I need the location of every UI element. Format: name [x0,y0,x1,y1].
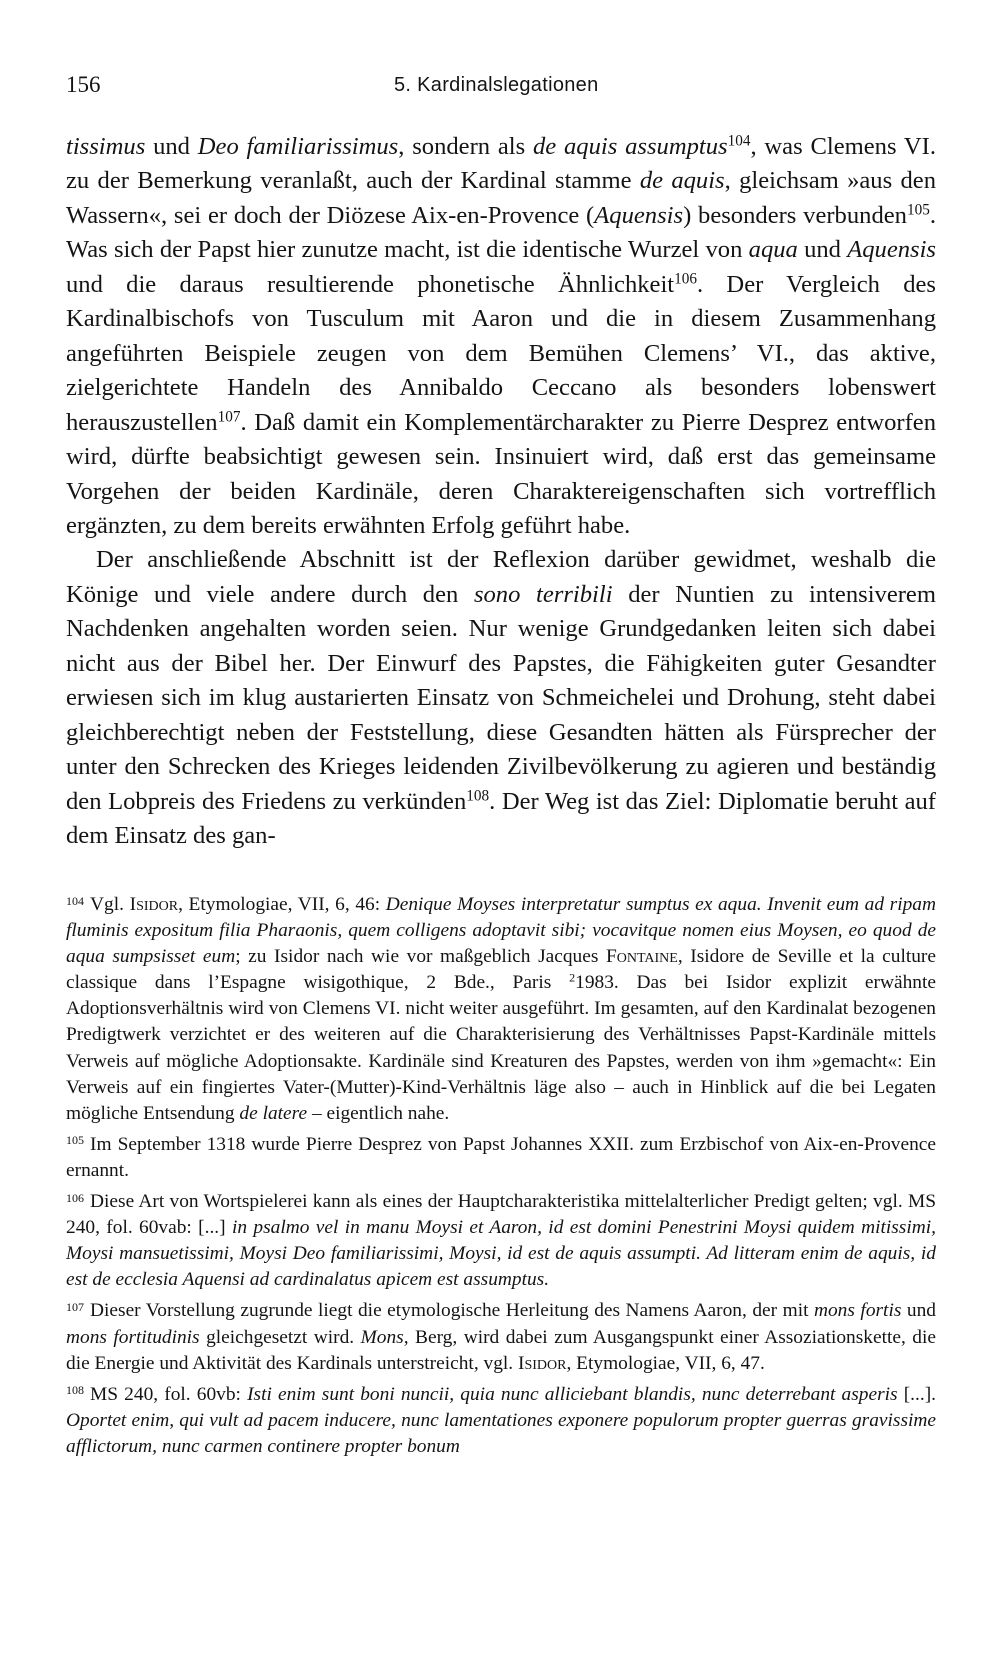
text-run: , sondern als [398,133,533,160]
text-run: und die daraus resultierende phonetische Ähnlichkeit [66,270,675,298]
text-run: , Etymologiae, VII, 6, 46: [178,894,386,915]
latin-term: Aquensis [594,201,684,229]
latin-term: mons fortis [813,1300,902,1322]
text-run: Der anschließende Abschnitt ist der Reflexion darüber gewidmet, weshalb die Könige und viele andere durch den [66,546,936,608]
main-text [66,130,936,854]
footnote-ref[interactable]: 107 [217,408,241,426]
footnote-108 [66,1382,936,1460]
text-run: ) besonders verbunden [683,201,907,229]
author-name: Isidor [129,894,179,915]
text-run: Dieser Vorstellung zugrunde liegt die etymologische Herleitung des Namens Aaron, der mit [90,1300,814,1322]
text-run: ; zu Isidor nach wie vor maßgeblich Jacques [235,946,606,968]
footnote-ref[interactable]: 106 [674,270,697,288]
text-run: , Etymologiae, VII, 6, 47. [566,1352,765,1374]
text-run: , gleichsam »aus den Wassern«, sei er doch der Diözese Aix-en-Provence ( [66,167,936,229]
text-run: . Der Weg ist das Ziel: Diplomatie beruht auf dem Einsatz des gan- [66,787,936,850]
footnote-number: 104 [66,893,85,908]
footnote-number: 108 [66,1383,85,1398]
footnote-ref[interactable]: 108 [466,787,490,805]
text-run: und [797,236,848,264]
footnote-105 [66,1132,936,1184]
text-run: gleichgesetzt wird. [199,1326,361,1348]
edition-number: 2 [569,970,576,985]
footnote-104 [66,892,936,1127]
text-run: MS 240, fol. 60vb: [90,1383,248,1405]
page-number: 156 [66,72,101,97]
text-run: und [145,133,198,160]
footnotes [66,892,936,1465]
footnote-ref[interactable]: 104 [727,132,751,150]
latin-term: Deo familiarissimus [197,133,399,160]
text-run: Diese Art von Wortspielerei kann als eines der Hauptcharakteristika mittelalterlicher Predigt gelten; vgl. MS 240, fol. 60vab: [...] [66,1191,936,1239]
author-name: Fontaine [605,946,678,968]
text-run: . Der Vergleich des Kardinalbischofs von Tusculum mit Aaron und die in diesem Zusammenhang angeführten Beispiele zeugen von dem Bemühen Clemens’ VI., das aktive, zielgerichtete Handeln des Annibaldo Ceccano als besonders lobenswert herauszustellen [66,270,936,436]
latin-quote: Denique Moyses interpretatur sumptus ex aqua. Invenit eum ad ripam fluminis expositum filia Pharaonis, quem colligens adoptavit sibi; vocavitque nomen eius Moysen, eo quod de aqua sumpsisset eum [66,894,936,968]
footnote-number: 105 [66,1133,85,1148]
text-run: Vgl. [90,894,130,915]
latin-quote: Oportet enim, qui vult ad pacem inducere, nunc lamentationes exponere populorum propter guerras gravissime afflictorum, nunc carmen continere propter bonum [66,1409,936,1457]
footnote-107 [66,1298,936,1376]
latin-term: aqua [748,236,798,264]
text-run: [...]. [897,1383,936,1405]
text-run: , Isidore de Seville et la culture classique dans l’Espagne wisigothique, 2 Bde., Paris [66,946,936,994]
running-head [66,72,936,112]
latin-term: mons fortitudinis [66,1326,200,1348]
footnote-number: 107 [66,1300,85,1314]
author-name: Isidor [518,1352,567,1374]
latin-quote: in psalmo vel in manu Moysi et Aaron, id est domini Penestrini Moysi quidem mitissimi, Moysi mansuetissimi, Moysi Deo familiarissimi, Moysi, id est de aquis assumpti. Ad litteram enim de aquis, id est de ecclesia Aquensi ad cardinalatus apicem est assumptus. [66,1217,936,1291]
latin-term: de latere [239,1102,308,1124]
latin-term: sono terribili [473,580,613,608]
text-run: , Berg, wird dabei zum Ausgangspunkt einer Assoziationskette, die die Energie und Aktivität des Kardinals unterstreicht, vgl. [66,1326,936,1374]
latin-term: Aquensis [847,236,937,264]
latin-term: tissimus [66,133,146,160]
text-run: 1983. Das bei Isidor explizit erwähnte Adoptionsverhältnis wird von Clemens VI. nicht weiter ausgeführt. Im gesamten, auf den Kardinalat bezogenen Predigtwerk verzichtet er des weiteren auf die Charakterisierung des Verhältnisses Papst-Kardinäle mittels Verweis auf mögliche Adoptionsakte. Kardinäle sind Kreaturen des Papstes, werden von ihm »gemacht«: Ein Verweis auf ein fingiertes Vater-(Mutter)-Kind-Verhältnis läge also – auch in Hinblick auf die bei Legaten mögliche Entsendung [66,972,936,1124]
latin-term: Mons [360,1326,404,1348]
chapter-title: 5. Kardinalslegationen [394,74,599,96]
paragraph [66,130,936,543]
footnote-106 [66,1189,936,1293]
text-run: und [901,1300,936,1322]
latin-quote: Isti enim sunt boni nuncii, quia nunc alliciebant blandis, nunc deterrebant asperis [247,1383,898,1405]
footnote-number: 106 [66,1190,85,1205]
text-run: der Nuntien zu intensiverem Nachdenken angehalten worden seien. Nur wenige Grundgedanken leiten sich dabei nicht aus der Bibel her. Der Einwurf des Papstes, die Fähigkeiten guter Gesandter erwiesen sich im klug austarierten Einsatz von Schmeichelei und Drohung, steht dabei gleichberechtigt neben der Feststellung, diese Gesandten hätten als Fürsprecher der unter den Schrecken des Krieges leidenden Zivilbevölkerung zu agieren und beständig den Lobpreis des Friedens zu verkünden [66,580,936,815]
footnote-ref[interactable]: 105 [906,201,930,219]
paragraph [66,543,936,853]
text-run: . Was sich der Papst hier zunutze macht, ist die identische Wurzel von [66,201,936,264]
text-run: , was Clemens VI. zu der Bemerkung veranlaßt, auch der Kardinal stamme [66,133,936,195]
text-run: – eigentlich nahe. [307,1102,450,1124]
text-run: Im September 1318 wurde Pierre Desprez von Papst Johannes XXII. zum Erzbischof von Aix-en-Provence ernannt. [66,1133,936,1181]
text-run: . Daß damit ein Komplementärcharakter zu Pierre Desprez entworfen wird, dürfte beabsichtigt gewesen sein. Insinuiert wird, daß erst das gemeinsame Vorgehen der beiden Kardinäle, deren Charaktereigenschaften sich vortrefflich ergänzten, zu dem bereits erwähnten Erfolg geführt habe. [66,408,936,539]
latin-term: de aquis assumptus [532,133,728,160]
latin-term: de aquis [639,167,725,195]
book-page [66,0,936,1665]
